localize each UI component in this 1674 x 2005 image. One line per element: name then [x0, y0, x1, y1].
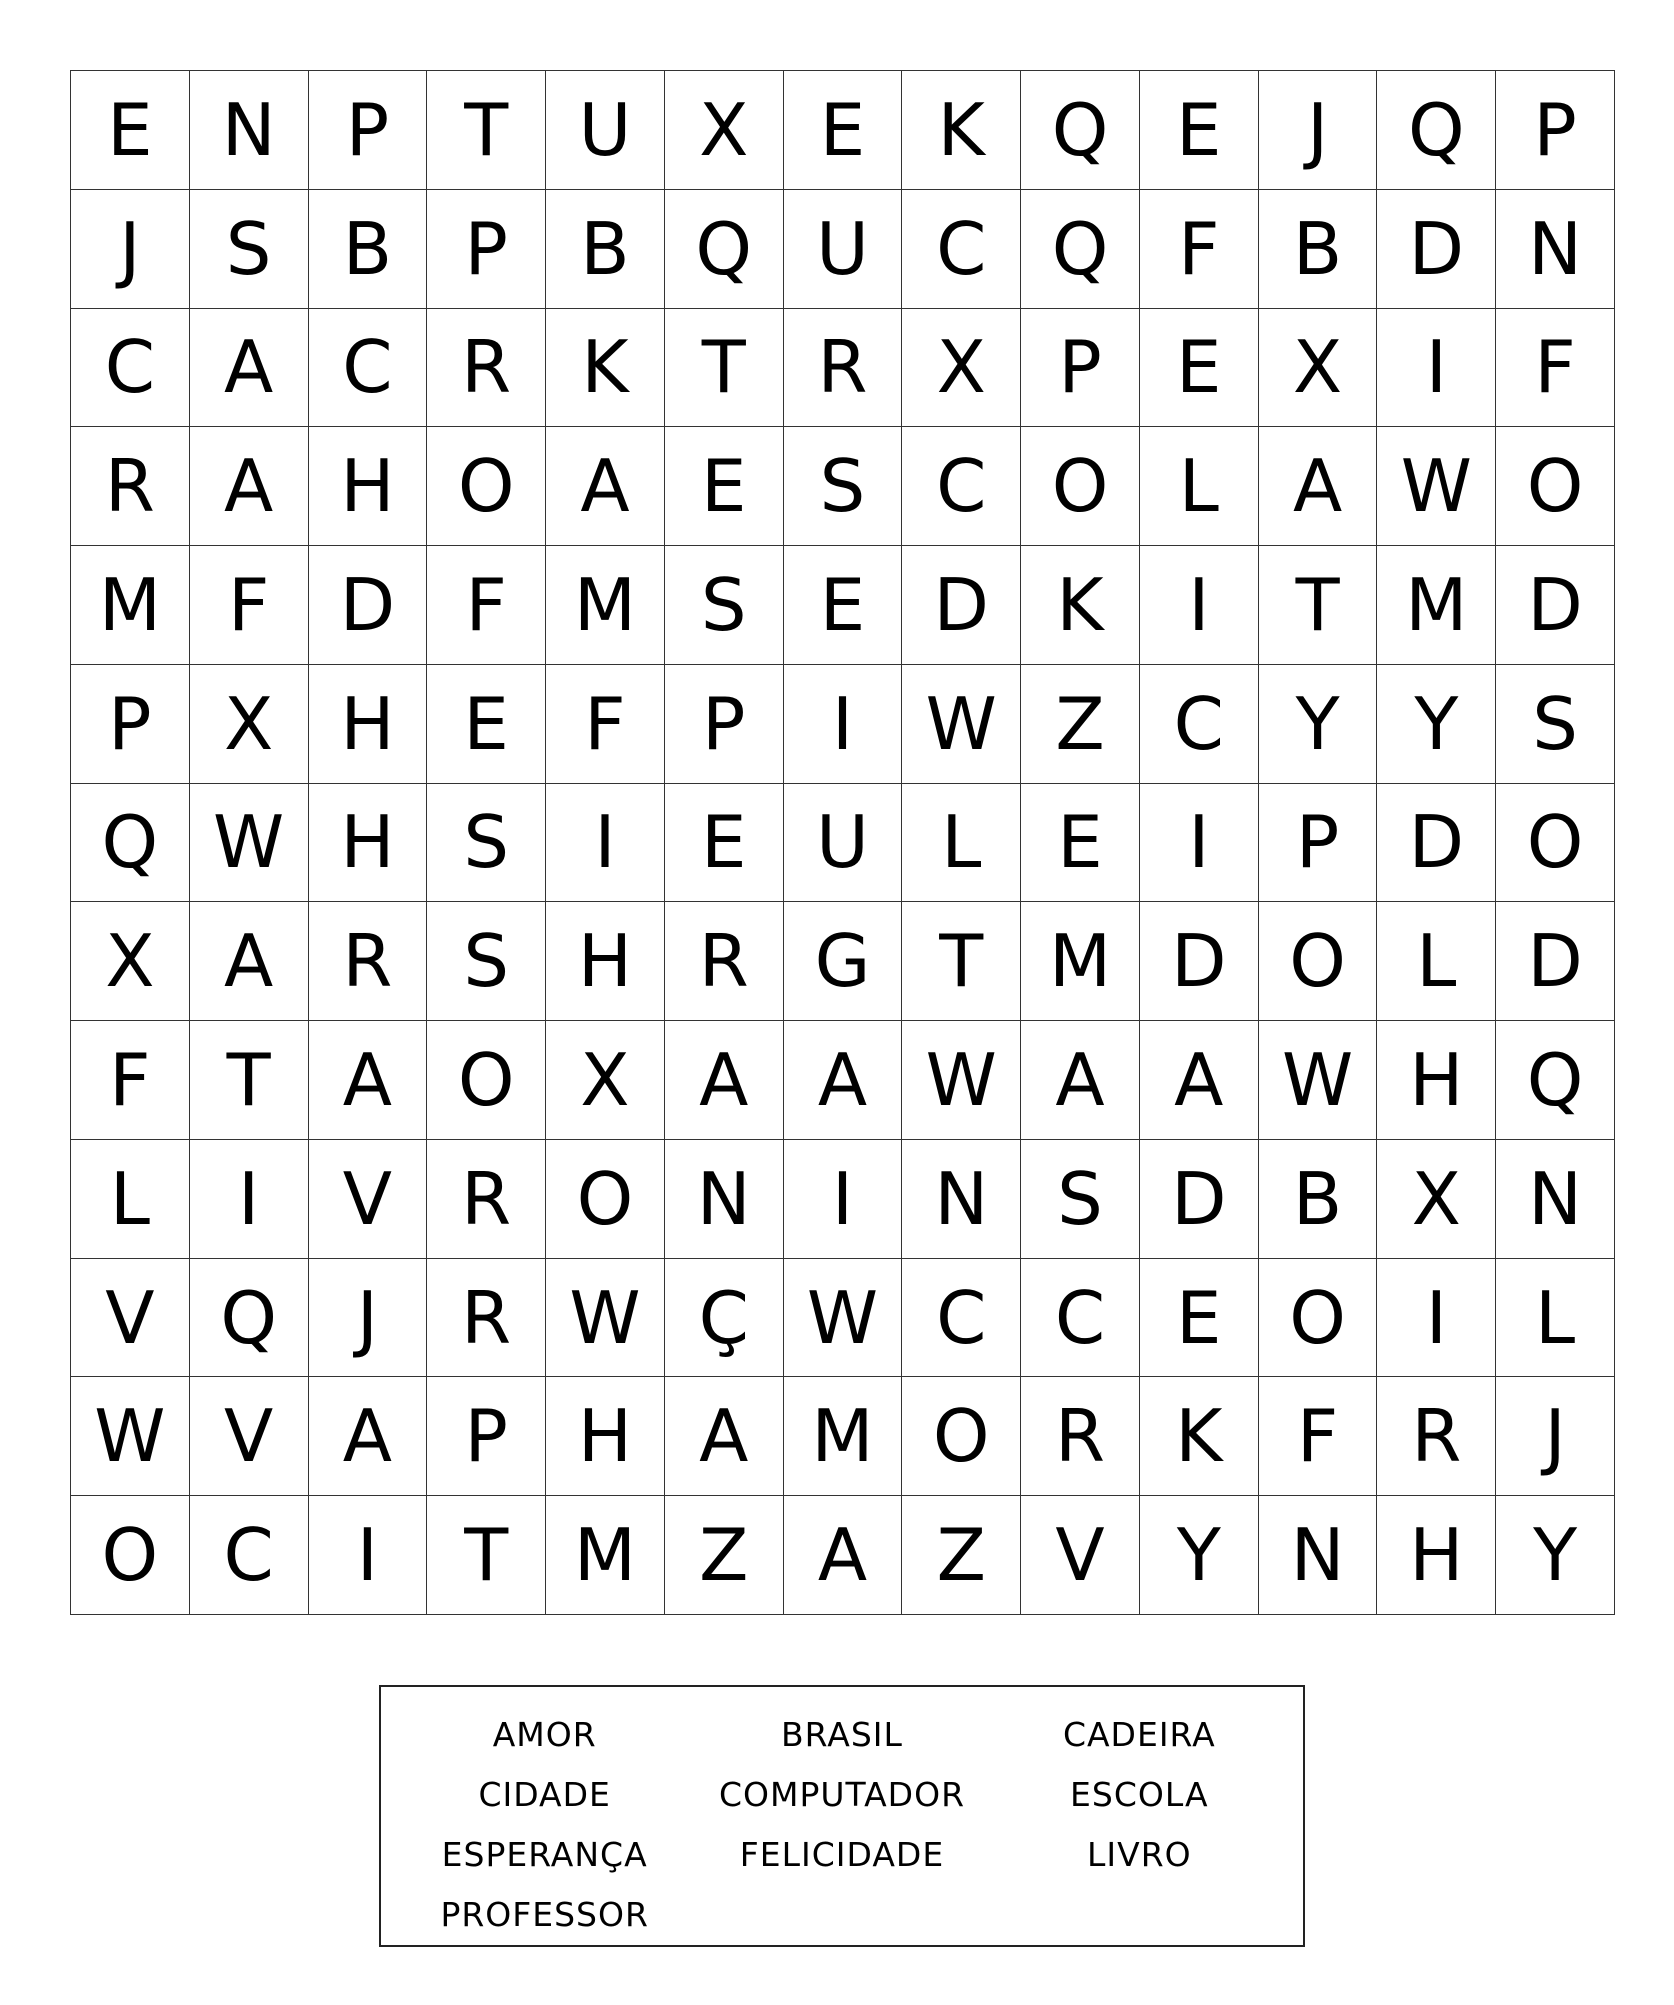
grid-cell[interactable]: A — [1259, 427, 1378, 546]
grid-cell[interactable]: X — [71, 902, 190, 1021]
grid-cell[interactable]: E — [1140, 71, 1259, 190]
grid-cell[interactable]: O — [1496, 427, 1615, 546]
grid-cell[interactable]: O — [427, 427, 546, 546]
grid-cell[interactable]: D — [309, 546, 428, 665]
grid-cell[interactable]: Z — [902, 1496, 1021, 1615]
grid-cell[interactable]: H — [546, 902, 665, 1021]
grid-cell[interactable]: R — [1021, 1377, 1140, 1496]
grid-cell[interactable]: B — [1259, 190, 1378, 309]
grid-cell[interactable]: R — [1377, 1377, 1496, 1496]
grid-cell[interactable]: R — [427, 309, 546, 428]
grid-cell[interactable]: J — [309, 1259, 428, 1378]
grid-cell[interactable]: K — [1140, 1377, 1259, 1496]
grid-cell[interactable]: W — [190, 784, 309, 903]
grid-cell[interactable]: I — [784, 1140, 903, 1259]
grid-cell[interactable]: F — [190, 546, 309, 665]
grid-cell[interactable]: A — [190, 902, 309, 1021]
grid-cell[interactable]: A — [190, 427, 309, 546]
grid-cell[interactable]: A — [665, 1021, 784, 1140]
grid-cell[interactable]: P — [1496, 71, 1615, 190]
grid-cell[interactable]: E — [1140, 309, 1259, 428]
grid-cell[interactable]: K — [1021, 546, 1140, 665]
grid-cell[interactable]: H — [1377, 1021, 1496, 1140]
grid-cell[interactable]: F — [1496, 309, 1615, 428]
grid-cell[interactable]: C — [902, 427, 1021, 546]
grid-cell[interactable]: P — [309, 71, 428, 190]
grid-cell[interactable]: U — [784, 190, 903, 309]
grid-cell[interactable]: E — [71, 71, 190, 190]
grid-cell[interactable]: K — [902, 71, 1021, 190]
grid-cell[interactable]: V — [190, 1377, 309, 1496]
grid-cell[interactable]: F — [1259, 1377, 1378, 1496]
grid-cell[interactable]: B — [1259, 1140, 1378, 1259]
grid-cell[interactable]: T — [427, 71, 546, 190]
grid-cell[interactable]: T — [427, 1496, 546, 1615]
word-list-item: FELICIDADE — [739, 1835, 945, 1874]
grid-cell[interactable]: Q — [1377, 71, 1496, 190]
word-list-item: PROFESSOR — [440, 1895, 649, 1934]
grid-cell[interactable]: M — [784, 1377, 903, 1496]
grid-cell[interactable]: Ç — [665, 1259, 784, 1378]
grid-cell[interactable]: G — [784, 902, 903, 1021]
grid-cell[interactable]: B — [309, 190, 428, 309]
grid-cell[interactable]: M — [1377, 546, 1496, 665]
grid-cell[interactable]: P — [665, 665, 784, 784]
grid-cell[interactable]: M — [546, 1496, 665, 1615]
grid-cell[interactable]: O — [1259, 1259, 1378, 1378]
grid-cell[interactable]: N — [1496, 190, 1615, 309]
grid-cell[interactable]: N — [665, 1140, 784, 1259]
grid-cell[interactable]: Q — [1021, 71, 1140, 190]
grid-cell[interactable]: I — [1140, 546, 1259, 665]
grid-cell[interactable]: O — [1021, 427, 1140, 546]
grid-cell[interactable]: N — [190, 71, 309, 190]
word-list-item: ESPERANÇA — [441, 1835, 648, 1874]
grid-cell[interactable]: R — [427, 1259, 546, 1378]
grid-cell[interactable]: T — [1259, 546, 1378, 665]
grid-cell[interactable]: E — [784, 546, 903, 665]
word-search-grid — [70, 70, 1615, 1615]
grid-cell[interactable]: D — [1496, 902, 1615, 1021]
grid-cell[interactable]: Y — [1140, 1496, 1259, 1615]
grid-cell[interactable]: Z — [1021, 665, 1140, 784]
grid-cell[interactable]: A — [1140, 1021, 1259, 1140]
grid-cell[interactable]: X — [1377, 1140, 1496, 1259]
grid-cell[interactable]: E — [1021, 784, 1140, 903]
grid-cell[interactable]: H — [309, 784, 428, 903]
grid-cell[interactable]: J — [1496, 1377, 1615, 1496]
grid-cell[interactable]: F — [427, 546, 546, 665]
grid-cell[interactable]: Q — [1021, 190, 1140, 309]
grid-cell[interactable]: H — [309, 427, 428, 546]
grid-cell[interactable]: M — [71, 546, 190, 665]
grid-cell[interactable]: E — [427, 665, 546, 784]
word-list-item: LIVRO — [1087, 1835, 1192, 1874]
grid-cell[interactable]: C — [1021, 1259, 1140, 1378]
grid-cell[interactable]: B — [546, 190, 665, 309]
grid-cell[interactable]: T — [665, 309, 784, 428]
grid-cell[interactable]: E — [784, 71, 903, 190]
grid-cell[interactable]: S — [427, 784, 546, 903]
grid-cell[interactable]: L — [1377, 902, 1496, 1021]
grid-cell[interactable]: S — [784, 427, 903, 546]
grid-cell[interactable]: W — [71, 1377, 190, 1496]
grid-cell[interactable]: T — [190, 1021, 309, 1140]
grid-cell[interactable]: C — [902, 1259, 1021, 1378]
word-list-item: ESCOLA — [1070, 1775, 1209, 1814]
grid-cell[interactable]: I — [309, 1496, 428, 1615]
grid-cell[interactable]: S — [427, 902, 546, 1021]
grid-cell[interactable]: C — [71, 309, 190, 428]
grid-cell[interactable]: P — [1259, 784, 1378, 903]
grid-cell[interactable]: L — [71, 1140, 190, 1259]
grid-cell[interactable]: A — [1021, 1021, 1140, 1140]
word-list-item: COMPUTADOR — [718, 1775, 965, 1814]
grid-cell[interactable]: N — [1496, 1140, 1615, 1259]
grid-cell[interactable]: M — [546, 546, 665, 665]
grid-cell[interactable]: S — [1021, 1140, 1140, 1259]
grid-cell[interactable]: X — [902, 309, 1021, 428]
grid-cell[interactable]: D — [1140, 902, 1259, 1021]
grid-cell[interactable]: Q — [1496, 1021, 1615, 1140]
grid-cell[interactable]: Q — [665, 190, 784, 309]
grid-cell[interactable]: I — [784, 665, 903, 784]
grid-cell[interactable]: Q — [71, 784, 190, 903]
grid-cell[interactable]: P — [1021, 309, 1140, 428]
grid-cell[interactable]: O — [427, 1021, 546, 1140]
grid-cell[interactable]: C — [309, 309, 428, 428]
grid-cell[interactable]: P — [427, 190, 546, 309]
grid-cell[interactable]: O — [1496, 784, 1615, 903]
grid-cell[interactable]: V — [309, 1140, 428, 1259]
grid-cell[interactable]: Q — [190, 1259, 309, 1378]
grid-cell[interactable]: J — [1259, 71, 1378, 190]
grid-cell[interactable]: O — [902, 1377, 1021, 1496]
grid-cell[interactable]: R — [71, 427, 190, 546]
grid-cell[interactable]: U — [784, 784, 903, 903]
grid-cell[interactable]: I — [1140, 784, 1259, 903]
grid-cell[interactable]: P — [427, 1377, 546, 1496]
grid-cell[interactable]: C — [902, 190, 1021, 309]
grid-cell[interactable]: L — [1496, 1259, 1615, 1378]
grid-cell[interactable]: A — [665, 1377, 784, 1496]
grid-cell[interactable]: R — [309, 902, 428, 1021]
word-list-item: BRASIL — [781, 1715, 903, 1754]
grid-cell[interactable]: A — [784, 1021, 903, 1140]
grid-cell[interactable]: W — [1259, 1021, 1378, 1140]
grid-cell[interactable]: U — [546, 71, 665, 190]
grid-cell[interactable]: W — [902, 1021, 1021, 1140]
grid-cell[interactable]: W — [902, 665, 1021, 784]
grid-cell[interactable]: O — [1259, 902, 1378, 1021]
grid-cell[interactable]: X — [546, 1021, 665, 1140]
word-list-item: AMOR — [492, 1715, 597, 1754]
grid-cell[interactable]: V — [1021, 1496, 1140, 1615]
grid-cell[interactable]: F — [71, 1021, 190, 1140]
word-list-item: CIDADE — [478, 1775, 611, 1814]
grid-cell[interactable]: D — [1496, 546, 1615, 665]
grid-cell[interactable]: M — [1021, 902, 1140, 1021]
grid-cell[interactable]: W — [546, 1259, 665, 1378]
grid-cell[interactable]: I — [1377, 309, 1496, 428]
grid-cell[interactable]: S — [190, 190, 309, 309]
grid-cell[interactable]: H — [546, 1377, 665, 1496]
grid-cell[interactable]: F — [546, 665, 665, 784]
grid-cell[interactable]: C — [190, 1496, 309, 1615]
grid-cell[interactable]: D — [1140, 1140, 1259, 1259]
grid-cell[interactable]: Y — [1496, 1496, 1615, 1615]
grid-cell[interactable]: S — [665, 546, 784, 665]
word-list-item: CADEIRA — [1062, 1715, 1216, 1754]
grid-cell[interactable]: O — [71, 1496, 190, 1615]
grid-cell[interactable]: L — [902, 784, 1021, 903]
word-list-box — [379, 1685, 1305, 1947]
grid-cell[interactable]: D — [902, 546, 1021, 665]
grid-cell[interactable]: A — [309, 1377, 428, 1496]
grid-cell[interactable]: E — [1140, 1259, 1259, 1378]
grid-cell[interactable]: W — [1377, 427, 1496, 546]
grid-cell[interactable]: W — [784, 1259, 903, 1378]
grid-cell[interactable]: R — [427, 1140, 546, 1259]
grid-cell[interactable]: Y — [1259, 665, 1378, 784]
grid-cell[interactable]: O — [546, 1140, 665, 1259]
grid-cell[interactable]: K — [546, 309, 665, 428]
grid-cell[interactable]: D — [1377, 784, 1496, 903]
grid-cell[interactable]: I — [190, 1140, 309, 1259]
grid-cell[interactable]: Y — [1377, 665, 1496, 784]
grid-cell[interactable]: J — [71, 190, 190, 309]
grid-cell[interactable]: A — [546, 427, 665, 546]
grid-cell[interactable]: E — [665, 427, 784, 546]
grid-cell[interactable]: L — [1140, 427, 1259, 546]
grid-cell[interactable]: R — [665, 902, 784, 1021]
grid-cell[interactable]: E — [665, 784, 784, 903]
grid-cell[interactable]: C — [1140, 665, 1259, 784]
grid-cell[interactable]: D — [1377, 190, 1496, 309]
grid-cell[interactable]: R — [784, 309, 903, 428]
grid-cell[interactable]: X — [190, 665, 309, 784]
grid-cell[interactable]: T — [902, 902, 1021, 1021]
grid-cell[interactable]: H — [1377, 1496, 1496, 1615]
grid-cell[interactable]: N — [902, 1140, 1021, 1259]
grid-cell[interactable]: P — [71, 665, 190, 784]
grid-cell[interactable]: I — [546, 784, 665, 903]
grid-cell[interactable]: A — [309, 1021, 428, 1140]
grid-cell[interactable]: H — [309, 665, 428, 784]
grid-cell[interactable]: I — [1377, 1259, 1496, 1378]
grid-cell[interactable]: X — [665, 71, 784, 190]
grid-cell[interactable]: A — [190, 309, 309, 428]
grid-cell[interactable]: N — [1259, 1496, 1378, 1615]
grid-cell[interactable]: F — [1140, 190, 1259, 309]
grid-cell[interactable]: V — [71, 1259, 190, 1378]
grid-cell[interactable]: A — [784, 1496, 903, 1615]
grid-cell[interactable]: Z — [665, 1496, 784, 1615]
grid-cell[interactable]: S — [1496, 665, 1615, 784]
grid-cell[interactable]: X — [1259, 309, 1378, 428]
